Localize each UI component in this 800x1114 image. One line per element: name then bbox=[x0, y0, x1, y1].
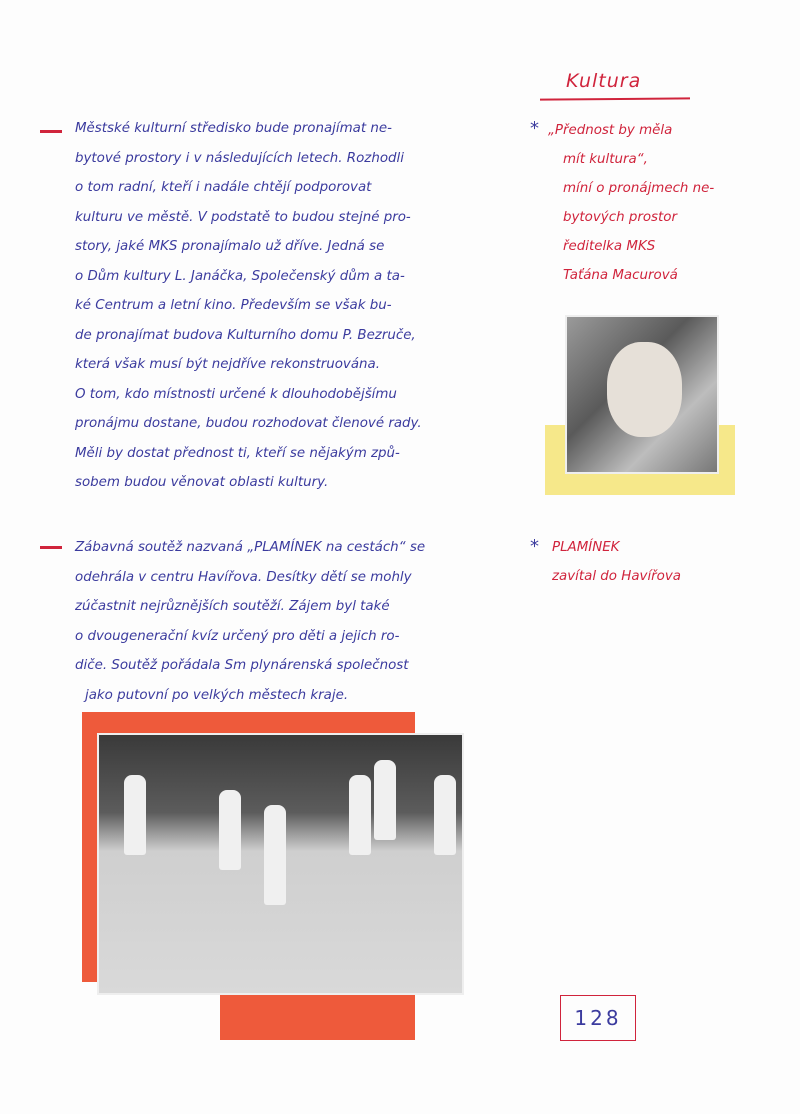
side-note-line: mít kultura“, bbox=[563, 152, 648, 167]
asterisk-marker: * bbox=[530, 118, 539, 139]
text-line: O tom, kdo místnosti určené k dlouhodobějšímu bbox=[75, 386, 397, 402]
text-line: sobem budou věnovat oblasti kultury. bbox=[75, 475, 329, 490]
photo-figure bbox=[124, 775, 146, 855]
side-note-line: zavítal do Havířova bbox=[552, 569, 682, 584]
text-line: kulturu ve městě. V podstatě to budou stejné pro- bbox=[75, 209, 411, 225]
side-note-line: ředitelka MKS bbox=[563, 239, 656, 254]
heading-underline bbox=[540, 97, 690, 100]
photo-figure bbox=[434, 775, 456, 855]
portrait-photo bbox=[565, 315, 719, 474]
photo-figure bbox=[219, 790, 241, 870]
text-line: o dvougenerační kvíz určený pro děti a jejich ro- bbox=[75, 628, 400, 644]
bullet-dash bbox=[40, 130, 62, 133]
text-line: story, jaké MKS pronajímalo už dříve. Jedná se bbox=[75, 239, 385, 254]
article-1-side-note bbox=[548, 116, 714, 290]
event-photo bbox=[97, 733, 464, 995]
side-note-line: „Přednost by měla bbox=[548, 123, 673, 138]
side-note-line: bytových prostor bbox=[563, 210, 677, 225]
page-number: 128 bbox=[560, 995, 636, 1041]
text-line: Městské kulturní středisko bude pronajímat ne- bbox=[75, 121, 392, 136]
photo-figure bbox=[349, 775, 371, 855]
side-note-line: Taťána Macurová bbox=[563, 268, 678, 283]
text-line: pronájmu dostane, budou rozhodovat členové rady. bbox=[75, 416, 422, 431]
photo-figure bbox=[264, 805, 286, 905]
text-line: bytové prostory i v následujících letech. Rozhodli bbox=[75, 150, 404, 166]
text-line: která však musí být nejdříve rekonstruována. bbox=[75, 357, 381, 372]
section-heading: Kultura bbox=[566, 70, 642, 92]
article-1-text bbox=[75, 114, 422, 498]
text-line: o tom radní, kteří i nadále chtějí podporovat bbox=[75, 180, 372, 195]
text-line: de pronajímat budova Kulturního domu P. Bezruče, bbox=[75, 327, 416, 343]
text-line: ké Centrum a letní kino. Především se však bu- bbox=[75, 298, 392, 313]
portrait-face bbox=[607, 342, 682, 437]
photo-figure bbox=[374, 760, 396, 840]
asterisk-marker: * bbox=[530, 536, 539, 557]
bullet-dash bbox=[40, 546, 62, 549]
article-2-side-note bbox=[552, 533, 681, 591]
text-line: odehrála v centru Havířova. Desítky dětí se mohly bbox=[75, 569, 412, 585]
text-line: Měli by dostat přednost ti, kteří se nějakým způ- bbox=[75, 445, 400, 461]
text-line: diče. Soutěž pořádala Sm plynárenská společnost bbox=[75, 658, 409, 673]
article-2-text bbox=[75, 533, 425, 710]
text-line: o Dům kultury L. Janáčka, Společenský dům a ta- bbox=[75, 268, 405, 284]
side-note-line: míní o pronájmech ne- bbox=[563, 181, 715, 196]
text-line: jako putovní po velkých městech kraje. bbox=[85, 687, 349, 703]
text-line: Zábavná soutěž nazvaná „PLAMÍNEK na cestách“ se bbox=[75, 540, 426, 555]
text-line: zúčastnit nejrůznějších soutěží. Zájem byl také bbox=[75, 599, 390, 614]
side-note-line: PLAMÍNEK bbox=[552, 540, 620, 555]
